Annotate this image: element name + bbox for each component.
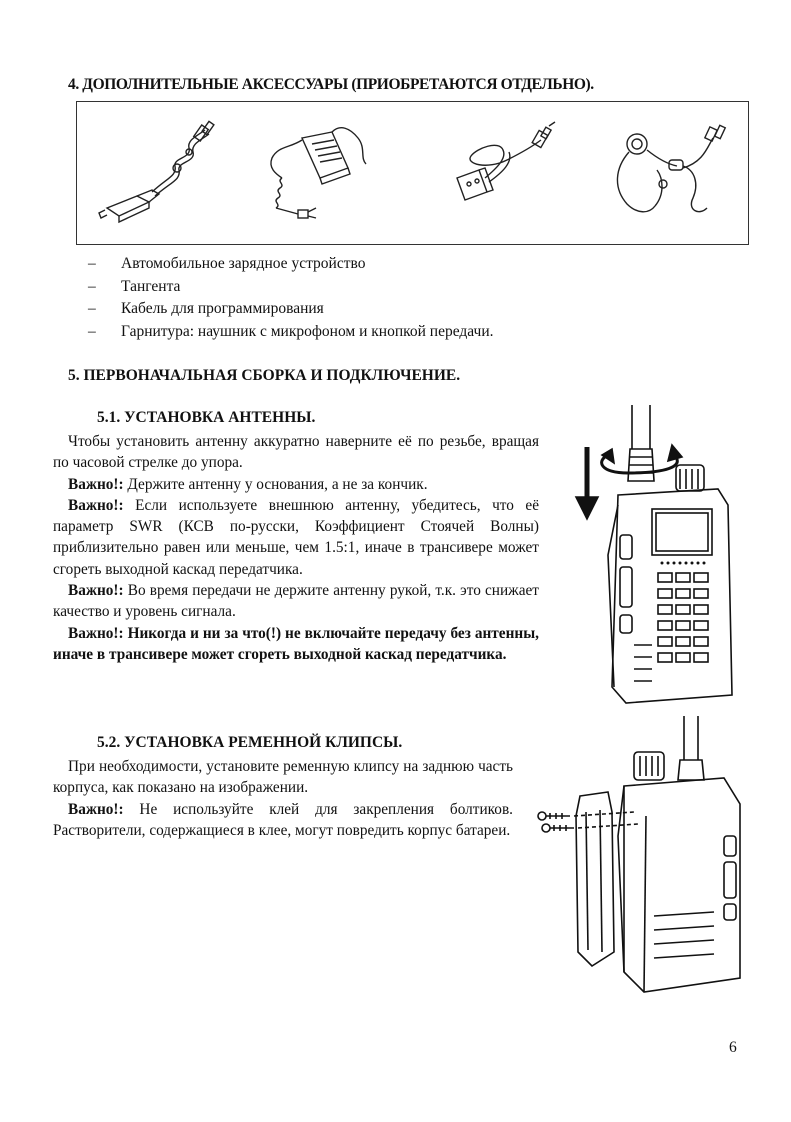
antenna-note-1: Важно!: Держите антенну у основания, а не за кончик. [68, 475, 428, 493]
list-item: – Автомобильное зарядное устройство [88, 253, 494, 276]
antenna-instructions [53, 431, 539, 665]
section-5-1-heading: 5.1. УСТАНОВКА АНТЕННЫ. [97, 409, 316, 426]
headset-illustration [607, 118, 737, 228]
antenna-intro: Чтобы установить антенну аккуратно наверните её по резьбе, вращая по часовой стрелке до упора. [53, 433, 539, 472]
antenna-note-4: Важно!: Никогда и ни за что(!) не включайте передачу без антенны, иначе в трансивере может сгореть выходной каскад передатчика. [53, 624, 539, 663]
antenna-note-2: Важно!: Если используете внешнюю антенну, убедитесь, что её параметр SWR (КСВ по-русски, Коэффициент Стоячей Волны) приблизительно равен или меньше, чем 1.5:1, иначе в трансивере может сгореть выходной каскад передатчика. [53, 496, 539, 578]
accessories-figure [76, 101, 749, 245]
section-4-heading: 4. ДОПОЛНИТЕЛЬНЫЕ АКСЕССУАРЫ (ПРИОБРЕТАЮТСЯ ОТДЕЛЬНО). [68, 76, 594, 93]
belt-clip-note-1: Важно!: Не используйте клей для закрепления болтиков. Растворители, содержащиеся в клее, могут повредить корпус батареи. [53, 800, 513, 839]
speaker-microphone-illustration [262, 118, 382, 228]
section-5-heading: 5. ПЕРВОНАЧАЛЬНАЯ СБОРКА И ПОДКЛЮЧЕНИЕ. [68, 367, 461, 384]
belt-clip-intro: При необходимости, установите ременную клипсу на заднюю часть корпуса, как показано на изображении. [53, 758, 513, 797]
antenna-installation-illustration [568, 405, 746, 705]
list-bullet: – [88, 277, 96, 295]
list-item: – Кабель для программирования [88, 298, 494, 321]
antenna-note-3: Важно!: Во время передачи не держите антенну рукой, т.к. это снижает качество и уровень сигнала. [53, 582, 539, 621]
list-bullet: – [88, 300, 96, 317]
list-item: – Тангента [88, 276, 494, 299]
belt-clip-illustration [534, 716, 748, 1000]
page-number: 6 [729, 1039, 737, 1056]
car-charger-illustration [97, 118, 227, 228]
programming-cable-illustration [437, 118, 567, 228]
belt-clip-instructions [53, 756, 513, 841]
accessories-list [88, 253, 494, 343]
list-item: – Гарнитура: наушник с микрофоном и кнопкой передачи. [88, 321, 494, 344]
section-5-2-heading: 5.2. УСТАНОВКА РЕМЕННОЙ КЛИПСЫ. [97, 734, 403, 751]
list-bullet: – [88, 255, 96, 272]
list-bullet: – [88, 322, 96, 340]
